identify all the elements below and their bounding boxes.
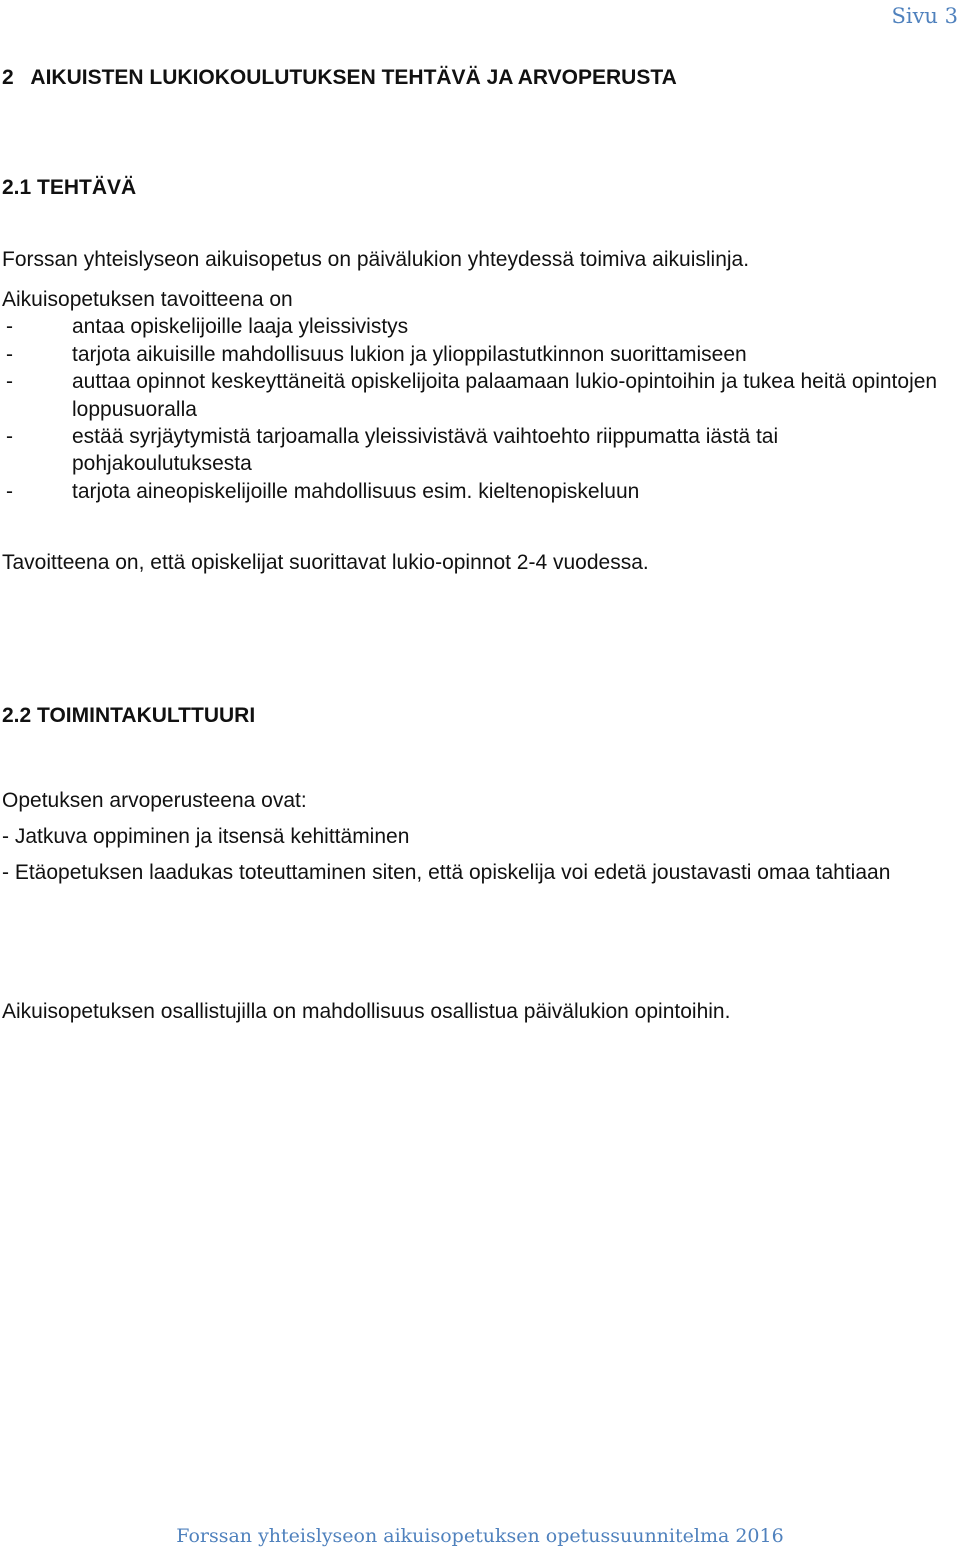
goal-item bbox=[2, 341, 958, 368]
list-dash: - bbox=[6, 425, 13, 449]
goal-item bbox=[2, 423, 958, 478]
page-footer bbox=[0, 1525, 960, 1547]
value-item: - Etäopetuksen laadukas toteuttaminen siten, että opiskelija voi edetä joustavasti omaa tahtiaan bbox=[2, 861, 891, 884]
section-2-2-heading: 2.2 TOIMINTAKULTTUURI bbox=[2, 704, 256, 727]
page-number: Sivu 3 bbox=[891, 4, 958, 28]
goals-intro: Aikuisopetuksen tavoitteena on bbox=[2, 288, 293, 311]
goal-text: estää syrjäytymistä tarjoamalla yleissivistävä vaihtoehto riippumatta iästä tai pohjakoulutuksesta bbox=[72, 425, 779, 476]
list-dash: - bbox=[6, 315, 13, 339]
values-intro: Opetuksen arvoperusteena ovat: bbox=[2, 789, 307, 812]
target-paragraph: Tavoitteena on, että opiskelijat suorittavat lukio-opinnot 2-4 vuodessa. bbox=[2, 551, 649, 574]
footer-text: Forssan yhteislyseon aikuisopetuksen opetussuunnitelma 2016 bbox=[176, 1525, 784, 1547]
goal-text: antaa opiskelijoille laaja yleissivistys bbox=[72, 315, 409, 339]
value-item: - Jatkuva oppiminen ja itsensä kehittäminen bbox=[2, 825, 410, 848]
list-dash: - bbox=[6, 342, 13, 366]
goal-text: auttaa opinnot keskeyttäneitä opiskelijoita palaamaan lukio-opintoihin ja tukea heitä opintojen loppusuoralla bbox=[72, 370, 938, 421]
section-2-heading: 2 AIKUISTEN LUKIOKOULUTUKSEN TEHTÄVÄ JA ARVOPERUSTA bbox=[2, 66, 677, 89]
goal-text: tarjota aikuisille mahdollisuus lukion ja ylioppilastutkinnon suorittamiseen bbox=[72, 342, 747, 366]
participation-paragraph: Aikuisopetuksen osallistujilla on mahdollisuus osallistua päivälukion opintoihin. bbox=[2, 1000, 731, 1023]
section-2-1-heading: 2.1 TEHTÄVÄ bbox=[2, 176, 137, 199]
intro-paragraph: Forssan yhteislyseon aikuisopetus on päivälukion yhteydessä toimiva aikuislinja. bbox=[2, 248, 750, 271]
list-dash: - bbox=[6, 370, 13, 394]
list-dash: - bbox=[6, 479, 13, 503]
goal-item bbox=[2, 478, 958, 505]
goal-item bbox=[2, 313, 958, 340]
values-block bbox=[2, 783, 952, 891]
goal-text: tarjota aineopiskelijoille mahdollisuus esim. kieltenopiskeluun bbox=[72, 479, 640, 503]
goal-item bbox=[2, 368, 958, 423]
goals-block bbox=[2, 286, 958, 505]
